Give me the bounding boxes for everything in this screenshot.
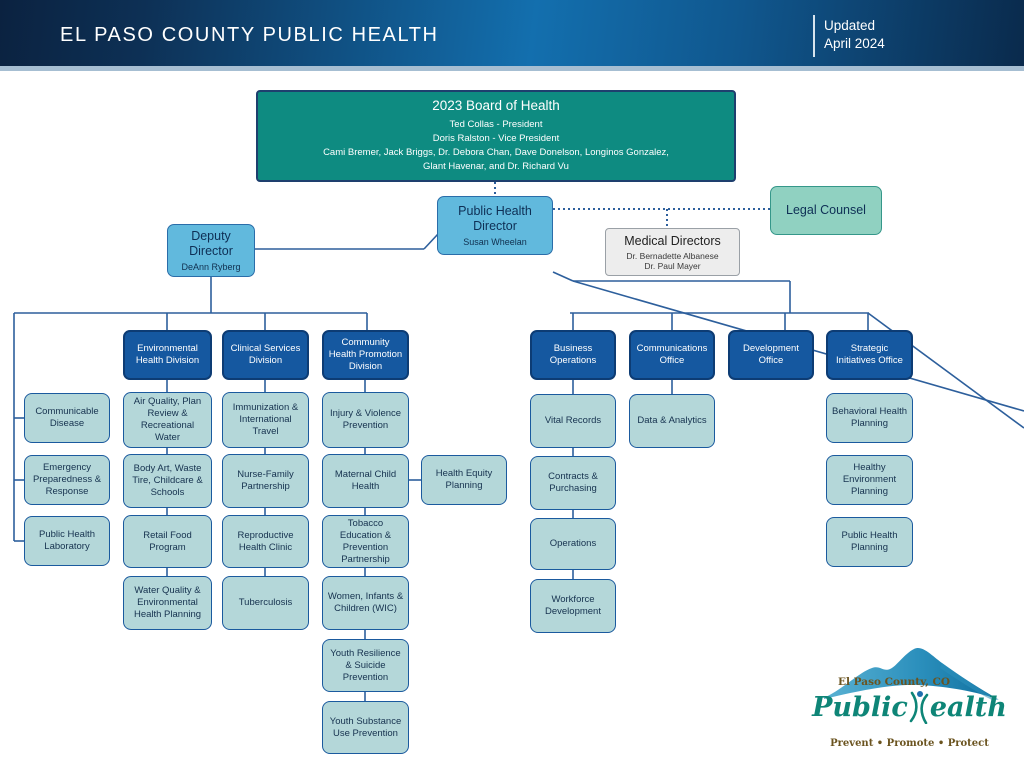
person-icon [909,690,929,724]
board-members-cont: Glant Havenar, and Dr. Richard Vu [423,161,569,172]
program-body-art: Body Art, Waste Tire, Childcare & Schools [123,454,212,508]
division-environmental-health: Environmental Health Division [123,330,212,380]
logo-tagline: Prevent • Promote • Protect [830,738,989,749]
division-business-operations: Business Operations [530,330,616,380]
program-vital-records: Vital Records [530,394,616,448]
program-emergency-preparedness: Emergency Preparedness & Response [24,455,110,505]
medical-director-name-1: Dr. Bernadette Albanese [626,250,719,261]
medical-director-name-2: Dr. Paul Mayer [644,260,701,271]
director-name: Susan Wheelan [463,237,527,247]
program-tobacco-education: Tobacco Education & Prevention Partnership [322,515,409,568]
program-operations: Operations [530,518,616,570]
program-contracts-purchasing: Contracts & Purchasing [530,456,616,510]
program-injury-violence: Injury & Violence Prevention [322,392,409,448]
deputy-director-box [167,224,255,277]
page-title: EL PASO COUNTY PUBLIC HEALTH [60,24,439,46]
public-health-director-box [437,196,553,255]
division-community-health-promotion: Community Health Promotion Division [322,330,409,380]
board-president: Ted Collas - President [449,119,543,130]
program-healthy-environment-planning: Healthy Environment Planning [826,455,913,505]
program-nurse-family: Nurse-Family Partnership [222,454,309,508]
logo-brand-text [812,690,1007,724]
division-development-office: Development Office [728,330,814,380]
updated-date: April 2024 [824,36,885,51]
logo-county-text: El Paso County, CO [838,676,951,688]
updated-label: Updated [824,18,876,33]
program-communicable-disease: Communicable Disease [24,393,110,443]
board-of-health-box [256,90,736,182]
program-water-quality: Water Quality & Environmental Health Planning [123,576,212,630]
program-retail-food: Retail Food Program [123,515,212,568]
program-immunization: Immunization & International Travel [222,392,309,448]
program-maternal-child: Maternal Child Health [322,454,409,508]
program-data-analytics: Data & Analytics [629,394,715,448]
program-tuberculosis: Tuberculosis [222,576,309,630]
logo-brand-right: ealth [929,691,1007,723]
director-title: Public Health Director [458,204,532,233]
logo-brand-left: Public [812,691,908,723]
program-wic: Women, Infants & Children (WIC) [322,576,409,630]
legal-counsel-title: Legal Counsel [786,203,866,217]
division-strategic-initiatives: Strategic Initiatives Office [826,330,913,380]
legal-counsel-box [770,186,882,235]
deputy-title: Deputy Director [189,229,233,258]
board-title: 2023 Board of Health [432,98,560,113]
medical-directors-box [605,228,740,276]
program-workforce-development: Workforce Development [530,579,616,633]
division-clinical-services: Clinical Services Division [222,330,309,380]
program-behavioral-health-planning: Behavioral Health Planning [826,393,913,443]
board-members: Cami Bremer, Jack Briggs, Dr. Debora Chan, Dave Donelson, Longinos Gonzalez, [323,147,669,158]
board-vice-president: Doris Ralston - Vice President [432,133,560,144]
program-public-health-laboratory: Public Health Laboratory [24,516,110,566]
program-reproductive-health: Reproductive Health Clinic [222,515,309,568]
program-youth-substance: Youth Substance Use Prevention [322,701,409,754]
division-communications-office: Communications Office [629,330,715,380]
program-air-quality: Air Quality, Plan Review & Recreational Water [123,392,212,448]
deputy-name: DeAnn Ryberg [181,262,241,272]
program-public-health-planning: Public Health Planning [826,517,913,567]
program-health-equity: Health Equity Planning [421,455,507,505]
agency-logo [812,642,1007,762]
program-youth-resilience: Youth Resilience & Suicide Prevention [322,639,409,692]
medical-directors-title: Medical Directors [624,233,721,248]
